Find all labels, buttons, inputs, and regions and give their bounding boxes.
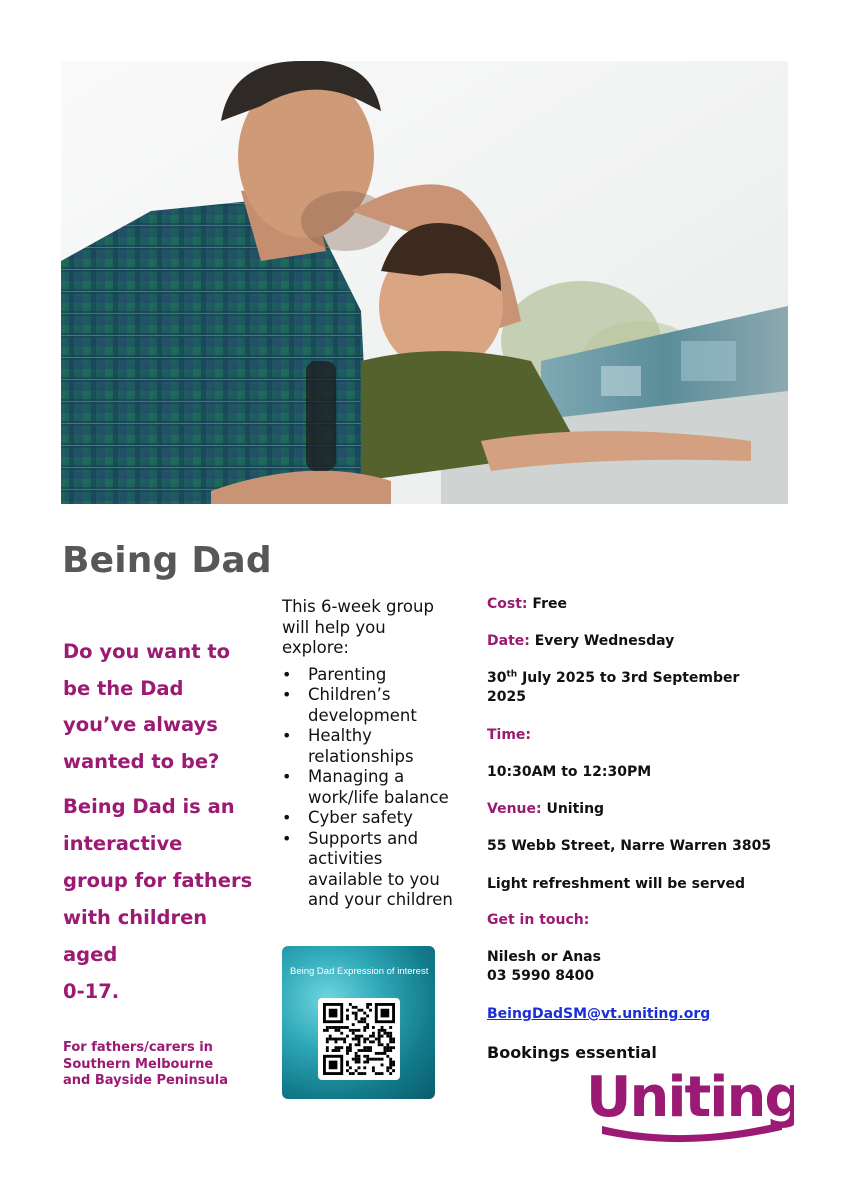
cost-label: Cost: [487, 596, 528, 612]
topic-line: work/life balance [308, 787, 449, 807]
audience-line: and Bayside Peninsula [63, 1073, 228, 1088]
description-line: interactive [63, 832, 183, 855]
audience-note [63, 1040, 273, 1090]
contact-email-link[interactable]: BeingDadSM@vt.uniting.org [487, 1006, 711, 1022]
topic-item [282, 726, 472, 767]
uniting-logo [584, 1064, 794, 1148]
topic-line: development [308, 705, 417, 725]
topic-item [282, 829, 472, 911]
audience-line: For fathers/carers in [63, 1040, 213, 1055]
cost-value: Free [532, 596, 567, 612]
qr-code-card[interactable] [282, 946, 435, 1099]
date-range-line [487, 670, 739, 686]
program-column [282, 597, 472, 911]
topic-item [282, 685, 472, 726]
topic-line: • Cyber safety [308, 808, 413, 827]
question-line: be the Dad [63, 676, 184, 700]
intro-question [63, 634, 263, 780]
date-row [487, 633, 674, 649]
topic-line: and your children [308, 890, 453, 909]
qr-caption: Being Dad Expression of interest [290, 966, 429, 977]
intro-column [63, 634, 263, 1010]
program-intro [282, 597, 472, 659]
topic-line: • Healthy [308, 726, 372, 745]
range-day: 30 [487, 670, 507, 686]
program-intro-line: explore: [282, 638, 349, 657]
topic-line: • Supports and [308, 828, 419, 848]
page-title: Being Dad [62, 540, 272, 581]
refreshment-note: Light refreshment will be served [487, 876, 746, 892]
date-label: Date: [487, 633, 530, 649]
topic-line: activities [308, 849, 383, 868]
description-line: group for fathers [63, 869, 253, 892]
date-range-year: 2025 [487, 689, 526, 705]
qr-code[interactable] [318, 998, 400, 1080]
date-value: Every Wednesday [534, 633, 675, 649]
topic-list [282, 665, 472, 911]
topic-line: relationships [308, 746, 414, 766]
father-son-photo [61, 61, 788, 504]
logo-wordmark: Uniting [586, 1065, 794, 1130]
topic-item [282, 665, 472, 686]
question-line: Do you want to [63, 640, 231, 663]
topic-line: • Managing a [308, 767, 405, 786]
description-line: Being Dad is an [63, 795, 235, 818]
venue-row [487, 801, 604, 817]
range-suffix: th [506, 669, 518, 680]
description-line: 0-17. [63, 980, 120, 1003]
venue-value: Uniting [546, 801, 605, 817]
topic-item [282, 808, 472, 829]
topic-item [282, 767, 472, 808]
uniting-logo-mark [584, 1064, 794, 1144]
topic-line: • Children’s [308, 685, 391, 704]
topic-line: available to you [308, 869, 440, 889]
intro-description [63, 788, 263, 1010]
contact-phone[interactable]: 03 5990 8400 [487, 968, 595, 984]
description-line: aged [63, 943, 118, 966]
venue-label: Venue: [487, 801, 542, 817]
question-line: wanted to be? [63, 749, 220, 773]
topic-line: • Parenting [308, 664, 387, 684]
program-intro-line: will help you [282, 617, 386, 637]
hero-photo [61, 61, 788, 504]
contact-label: Get in touch: [487, 912, 590, 928]
contact-names: Nilesh or Anas [487, 949, 601, 965]
bookings-note: Bookings essential [487, 1043, 657, 1062]
audience-line: Southern Melbourne [63, 1056, 214, 1072]
time-label: Time: [487, 727, 532, 743]
time-value: 10:30AM to 12:30PM [487, 764, 652, 780]
program-intro-line: This 6-week group [282, 597, 434, 616]
description-line: with children [63, 906, 208, 929]
cost-row [487, 596, 567, 612]
venue-address: 55 Webb Street, Narre Warren 3805 [487, 838, 772, 854]
qr-code-icon [323, 1003, 395, 1075]
range-rest: July 2025 to 3rd September [517, 670, 740, 686]
question-line: you’ve always [63, 713, 218, 736]
